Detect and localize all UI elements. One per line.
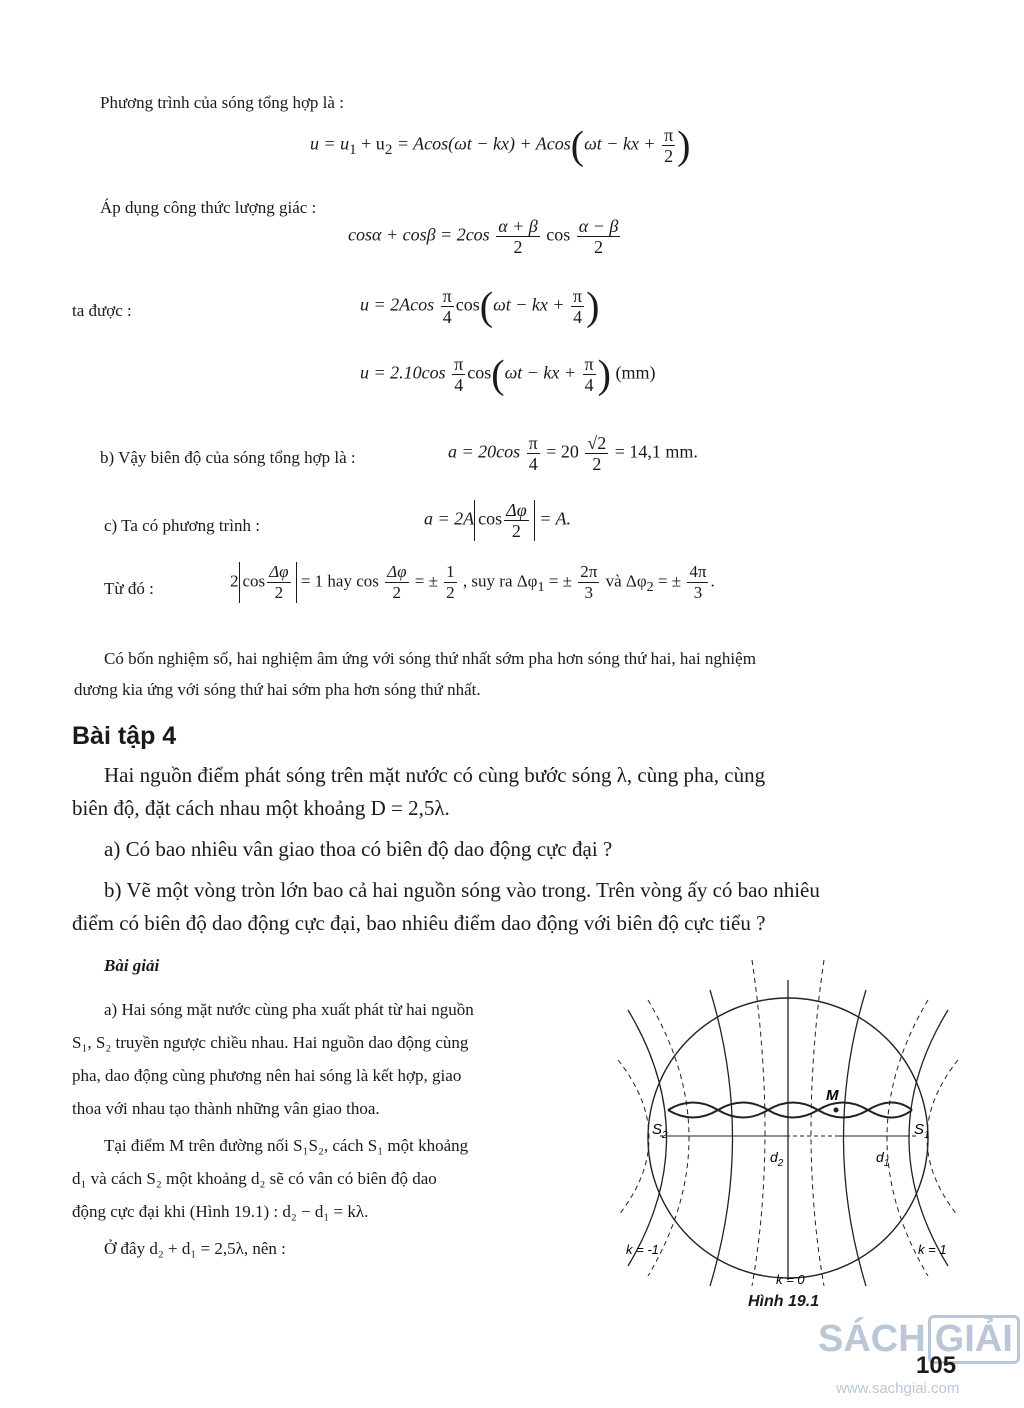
solution-line-1: a) Hai sóng mặt nước cùng pha xuất phát từ hai nguồn [104, 1000, 474, 1019]
minima-curve-6 [927, 1060, 958, 1216]
tu-do-label: Từ đó : [104, 579, 154, 598]
solution-line-4: thoa với nhau tạo thành những vân giao thoa. [72, 1099, 380, 1118]
exercise-problem [72, 759, 962, 940]
intro-line: Phương trình của sóng tổng hợp là : [100, 93, 344, 112]
standing-wave-lower [668, 1110, 912, 1118]
part-c-equation: a = 2A cos $\frac{\Delta\varphi}{2}$ = A. [424, 500, 572, 541]
solution-line-8: Ở đây d₂ + d₁ = 2,5λ, nên : [104, 1239, 286, 1258]
problem-part-a: a) Có bao nhiêu vân giao thoa có biên độ dao động cực đại ? [104, 837, 613, 861]
solution-title: Bài giải [104, 956, 160, 975]
figure-caption: Hình 19.1 [748, 1293, 820, 1310]
trig-label: Áp dụng công thức lượng giác : [100, 198, 317, 217]
label-k-plus-1: k = 1 [918, 1242, 947, 1257]
problem-line-1: Hai nguồn điểm phát sóng trên mặt nước có cùng bước sóng λ, cùng pha, cùng [104, 763, 766, 787]
problem-part-b-line-2: điểm có biên độ dao động cực đại, bao nhiêu điểm dao động với biên độ cực tiểu ? [72, 911, 766, 935]
hyperbola-k-minus-1 [710, 990, 733, 1286]
point-m-marker [834, 1108, 839, 1113]
minima-curve-2 [887, 1000, 928, 1276]
conclusion-line-2: dương kia ứng với sóng thứ hai sớm pha hơn sóng thứ nhất. [74, 680, 481, 699]
watermark-brand-1: SÁCH [818, 1318, 926, 1360]
watermark-brand-2: GIẢI [928, 1315, 1020, 1364]
problem-line-2: biên độ, đặt cách nhau một khoảng D = 2,5λ. [72, 796, 450, 820]
conclusion-paragraph [74, 643, 964, 705]
part-c-text: c) Ta có phương trình : [104, 516, 260, 535]
label-k-minus-1: k = -1 [626, 1242, 659, 1257]
equation-result-2: u = 2.10cos $\frac{\pi}{4}$ cos(ωt − kx + $\frac{\pi}{4}$ ) (mm) [360, 351, 656, 397]
page-number: 105 [916, 1352, 957, 1379]
hyperbola-k-plus-1 [844, 990, 867, 1286]
label-k-zero: k = 0 [776, 1272, 805, 1287]
problem-part-b-line-1: b) Vẽ một vòng tròn lớn bao cả hai nguồn sóng vào trong. Trên vòng ấy có bao nhiêu [104, 878, 820, 902]
solution-body [72, 993, 592, 1265]
tu-do-equation: 2 cos $\frac{\Delta\varphi}{2}$ = 1 hay cos $\frac{\Delta\varphi}{2}$ = ± $\frac{1}{2}$ , suy ra $\Delta\varphi_1$ = ± $\frac{2\pi}{3}$ và $\Delta\varphi_2$ = ± $\frac{4\pi}{3}$ . [230, 562, 715, 602]
interference-figure [600, 950, 970, 1290]
ta-duoc-label: ta được : [72, 301, 132, 320]
label-s2: $S_2$ [652, 1121, 668, 1141]
watermark-url: www.sachgiai.com [836, 1380, 960, 1397]
solution-line-3: pha, dao động cùng phương nên hai sóng là kết hợp, giao [72, 1066, 462, 1085]
equation-result-1: u = 2Acos $\frac{\pi}{4}$ cos(ωt − kx + $\frac{\pi}{4}$ ) [360, 283, 600, 329]
trig-identity: cosα + cosβ = 2cos $\frac{\alpha + \beta}{2}$ cos $\frac{\alpha - \beta}{2}$ [348, 216, 619, 257]
solution-line-6: d₁ và cách S₂ một khoảng d₂ sẽ có vân có biên độ dao [72, 1169, 437, 1188]
label-m: M [826, 1087, 839, 1104]
exercise-heading: Bài tập 4 [72, 722, 177, 750]
minima-curve-1 [648, 1000, 689, 1276]
part-b-equation: a = 20cos $\frac{\pi}{4}$ = 20 $\frac{√2}{2}$ = 14,1 mm. [448, 433, 698, 474]
label-d2: $d_2$ [770, 1149, 784, 1169]
solution-line-5: Tại điểm M trên đường nối S₁S₂, cách S₁ một khoảng [104, 1136, 469, 1155]
solution-line-7: động cực đại khi (Hình 19.1) : d₂ − d₁ = kλ. [72, 1202, 369, 1221]
minima-curve-5 [618, 1060, 649, 1216]
minima-curve-3 [752, 960, 765, 1286]
equation-superposition: $u = u_1 + u_2 = Acos(\omega t - kx) + Acos(\omega t$ − kx + $\frac{\pi}{2}$ ) [310, 122, 691, 168]
part-b-text: b) Vậy biên độ của sóng tổng hợp là : [100, 448, 356, 467]
standing-wave-upper [668, 1103, 912, 1111]
hyperbola-outer-left [628, 1010, 667, 1266]
conclusion-line-1: Có bốn nghiệm số, hai nghiệm âm ứng với sóng thứ nhất sớm pha hơn sóng thứ hai, hai nghiệm [104, 649, 756, 668]
label-s1: $S_1$ [914, 1121, 930, 1141]
solution-line-2: S₁, S₂ truyền ngược chiều nhau. Hai nguồn dao động cùng [72, 1033, 469, 1052]
minima-curve-4 [811, 960, 824, 1286]
label-d1: $d_1$ [876, 1149, 890, 1169]
